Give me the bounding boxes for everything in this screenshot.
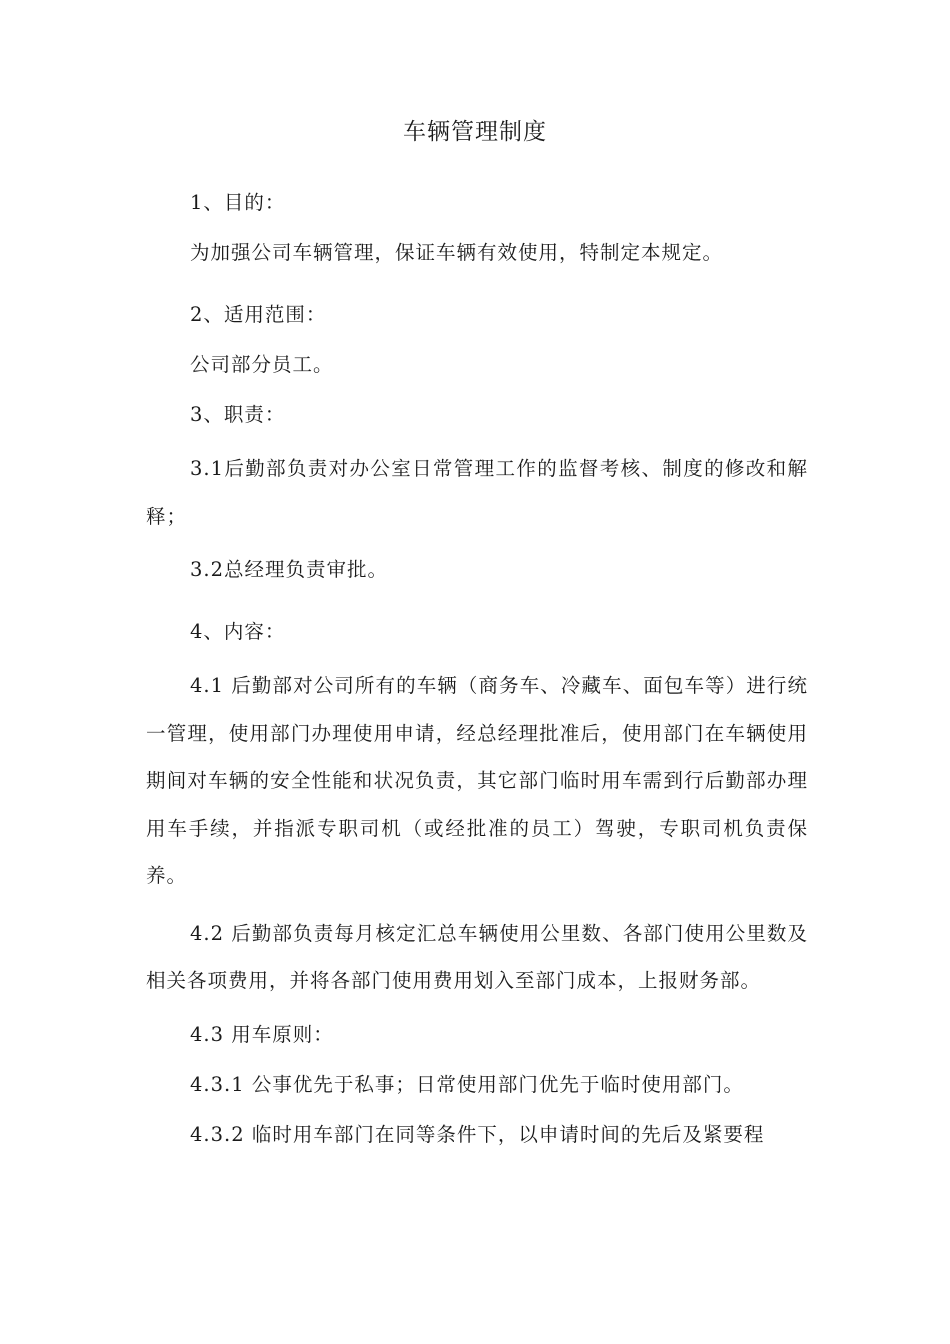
section-4-2: 4.2 后勤部负责每月核定汇总车辆使用公里数、各部门使用公里数及相关各项费用，并将各部门使用费用划入至部门成本，上报财务部。 xyxy=(146,921,808,992)
section-3-heading: 3、职责： xyxy=(190,403,286,426)
section-3-2: 3.2总经理负责审批。 xyxy=(190,558,389,581)
section-4-3-2: 4.3.2 临时用车部门在同等条件下，以申请时间的先后及紧要程 xyxy=(190,1122,765,1146)
section-4-1: 4.1 后勤部对公司所有的车辆（商务车、冷藏车、面包车等）进行统一管理，使用部门办理使用申请，经总经理批准后，使用部门在车辆使用期间对车辆的安全性能和状况负责，其它部门临时用车需到行后勤部办理用车手续，并指派专职司机（或经批准的员工）驾驶，专职司机负责保养。 xyxy=(146,674,808,887)
section-1-heading: 1、目的： xyxy=(190,191,286,214)
section-2-body: 公司部分员工。 xyxy=(190,353,334,376)
document-body xyxy=(146,183,808,1155)
document-title: 车辆管理制度 xyxy=(403,119,547,145)
section-1-body: 为加强公司车辆管理，保证车辆有效使用，特制定本规定。 xyxy=(190,241,724,264)
section-4-3-1: 4.3.1 公事优先于私事；日常使用部门优先于临时使用部门。 xyxy=(190,1072,744,1096)
section-4-heading: 4、内容： xyxy=(190,620,286,643)
section-4-3: 4.3 用车原则： xyxy=(190,1022,334,1046)
section-3-1: 3.1后勤部负责对办公室日常管理工作的监督考核、制度的修改和解释； xyxy=(146,457,808,528)
section-2-heading: 2、适用范围： xyxy=(190,303,327,326)
